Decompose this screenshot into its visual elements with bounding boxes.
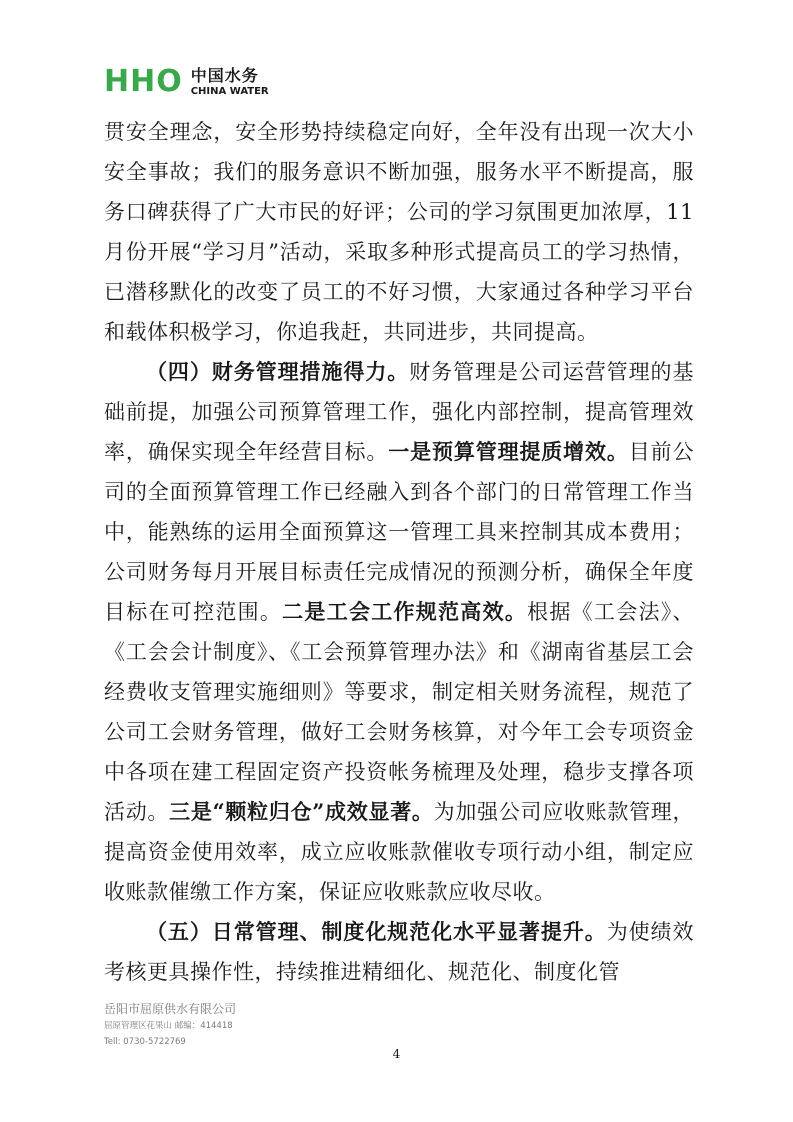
letterhead-logo	[104, 62, 269, 102]
logo-mark: HHO	[104, 64, 183, 99]
subheading-union: 二是工会工作规范高效。	[282, 599, 528, 624]
paragraph-text: 根据《工会法》、《工会会计制度》、《工会预算管理办法》和《湖南省基层工会经费收支管理实施细则》等要求，制定相关财务流程，规范了公司工会财务管理，做好工会财务核算，对今年工会专项资金中各项在建工程固定资产投资帐务梳理及处理，稳步支撑各项活动。	[104, 600, 695, 824]
paragraph-text: 为加强公司应收账款管理，提高资金使用效率，成立应收账款催收专项行动小组，制定应收账款催缴工作方案，保证应收账款应收尽收。	[104, 800, 694, 904]
paragraph-text: 目前公司的全面预算管理工作已经融入到各个部门的日常管理工作当中，能熟练的运用全面预算这一管理工具来控制其成本费用；公司财务每月开展目标责任完成情况的预测分析，确保全年度目标在可控范围。	[104, 440, 695, 624]
footer-address: 屈原管理区花果山 邮编：414418	[104, 1021, 233, 1031]
subheading-receivables: 三是“颗粒归仓”成效显著。	[169, 799, 434, 824]
paragraph-text: 财务管理是公司运营管理的基础前提，加强公司预算管理工作，强化内部控制，提高管理效率，确保实现全年经营目标。	[104, 360, 694, 464]
letterhead-footer	[104, 1000, 236, 1050]
paragraph-finance	[104, 352, 694, 912]
paragraph-safety-continued: 贯安全理念，安全形势持续稳定向好，全年没有出现一次大小安全事故；我们的服务意识不断加强，服务水平不断提高，服务口碑获得了广大市民的好评；公司的学习氛围更加浓厚，11月份开展“学习月”活动，采取多种形式提高员工的学习热情，已潜移默化的改变了员工的不好习惯，大家通过各种学习平台和载体积极学习，你追我赶，共同进步，共同提高。	[104, 120, 694, 344]
section-heading-management: （五）日常管理、制度化规范化水平显著提升。	[146, 919, 607, 944]
logo-text	[190, 65, 269, 97]
page-number: 4	[392, 1047, 401, 1061]
section-heading-finance: （四）财务管理措施得力。	[146, 359, 410, 384]
footer-phone: Tell: 0730-5722769	[104, 1037, 186, 1047]
footer-company-name: 岳阳市屈原供水有限公司	[104, 1002, 237, 1016]
paragraph-daily-management	[104, 912, 694, 992]
document-body	[104, 112, 694, 992]
subheading-budget: 一是预算管理提质增效。	[388, 439, 629, 464]
paragraph-text: 为使绩效考核更具操作性，持续推进精细化、规范化、制度化管	[104, 920, 694, 984]
logo-english-name: CHINA WATER	[190, 85, 269, 97]
logo-chinese-name: 中国水务	[190, 65, 259, 85]
